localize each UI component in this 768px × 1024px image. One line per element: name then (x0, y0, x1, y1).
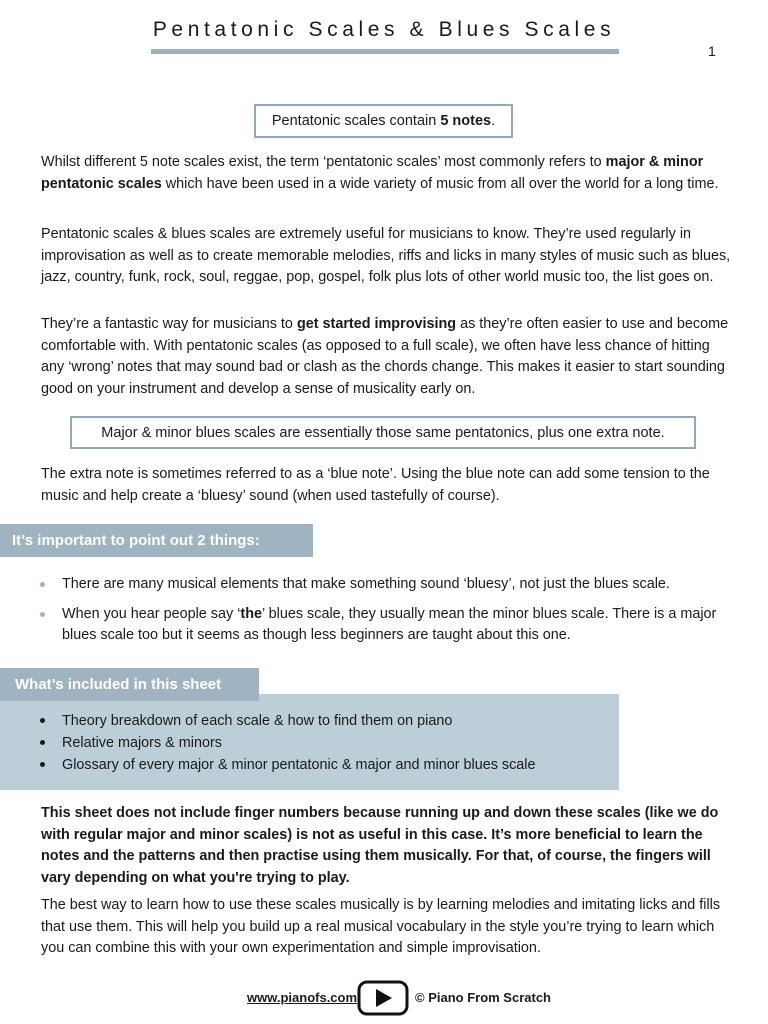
improvising-bold: get started improvising (296, 316, 457, 332)
callout-text (272, 113, 495, 129)
included-heading: What’s included in this sheet (0, 668, 259, 701)
title-underline (151, 49, 619, 54)
list-item-text: ’ blues scale, they usually mean the minor blues scale. There is a major blues scale too but it seems as though less beginners are taught about this one. (62, 606, 717, 643)
bullet-dot (40, 612, 45, 617)
list-item-text: Relative majors & minors (62, 735, 222, 751)
blues-callout-text: Major & minor blues scales are essentially those same pentatonics, plus one extra note. (101, 424, 665, 441)
learning-paragraph: The best way to learn how to use these scales musically is by learning melodies and imitating licks and fills that use them. This will help you build up a real musical vocabulary in the style you’re trying to learn which you can combine this with your own experimentation and simple improvisation. (41, 897, 721, 956)
list-item-text: When you hear people say ‘ (62, 606, 241, 622)
callout-prefix: Pentatonic scales contain (271, 113, 441, 129)
intro-paragraph (41, 152, 731, 195)
page-title: Pentatonic Scales & Blues Scales (152, 18, 616, 41)
list-item-text: There are many musical elements that make something sound ‘bluesy’, not just the blues scale. (62, 576, 670, 592)
five-notes-callout (254, 104, 513, 138)
list-item-text: Theory breakdown of each scale & how to find them on piano (62, 713, 453, 729)
intro-bold: major & minor pentatonic scales (41, 154, 704, 192)
list-item (40, 574, 730, 595)
blue-note-paragraph: The extra note is sometimes referred to as a ‘blue note’. Using the blue note can add some tension to the music and help create a ‘bluesy’ sound (when used tastefully of course). (41, 466, 710, 504)
blues-scales-callout (70, 416, 696, 449)
bullet-dot (40, 582, 45, 587)
list-item (40, 732, 610, 754)
website-link[interactable]: www.pianofs.com (247, 990, 358, 1005)
intro-text-1: Whilst different 5 note scales exist, the term ‘pentatonic scales’ most commonly refers to (41, 154, 606, 170)
list-item (40, 604, 730, 646)
bullet-dot (40, 718, 45, 723)
bullet-dot (40, 740, 45, 745)
included-list (40, 710, 610, 776)
usefulness-paragraph: Pentatonic scales & blues scales are extremely useful for musicians to know. They’re used regularly in improvisation as well as to create memorable melodies, riffs and licks in many styles of music such as blues, jazz, country, funk, rock, soul, reggae, pop, gospel, folk plus lots of other world music too, the list goes on. (41, 226, 731, 285)
improvising-text-2: as they’re often easier to use and become comfortable with. With pentatonic scales (as opposed to a full scale), we often have less chance of hitting any ‘wrong’ notes that may sound bad or clash as the chords change. This makes it easier to start sounding good on your instrument and develop a sense of musicality early on. (41, 316, 729, 397)
intro-text-2: which have been used in a wide variety of music from all over the world for a long time. (161, 175, 719, 192)
copyright-text: © Piano From Scratch (415, 990, 551, 1005)
important-points-list (40, 574, 730, 646)
list-item (40, 710, 610, 732)
page-number: 1 (708, 43, 716, 59)
callout-suffix: . (491, 113, 496, 129)
improvising-paragraph (41, 314, 731, 400)
list-item-bold: the (240, 606, 262, 622)
improvising-text-1: They’re a fantastic way for musicians to (41, 316, 297, 332)
finger-numbers-paragraph: This sheet does not include finger numbers because running up and down these scales (like we do with regular major and minor scales) is not as useful in this case. It’s more beneficial to learn the notes and the patterns and then practise using them musically. For that, of course, the fingers will vary depending on what you're trying to play. (41, 805, 719, 886)
list-item-text: Glossary of every major & minor pentatonic & major and minor blues scale (62, 757, 536, 773)
important-points-heading: It’s important to point out 2 things: (0, 524, 313, 557)
play-icon[interactable] (357, 980, 409, 1016)
callout-bold: 5 notes (440, 113, 492, 129)
list-item (40, 754, 610, 776)
bullet-dot (40, 762, 45, 767)
